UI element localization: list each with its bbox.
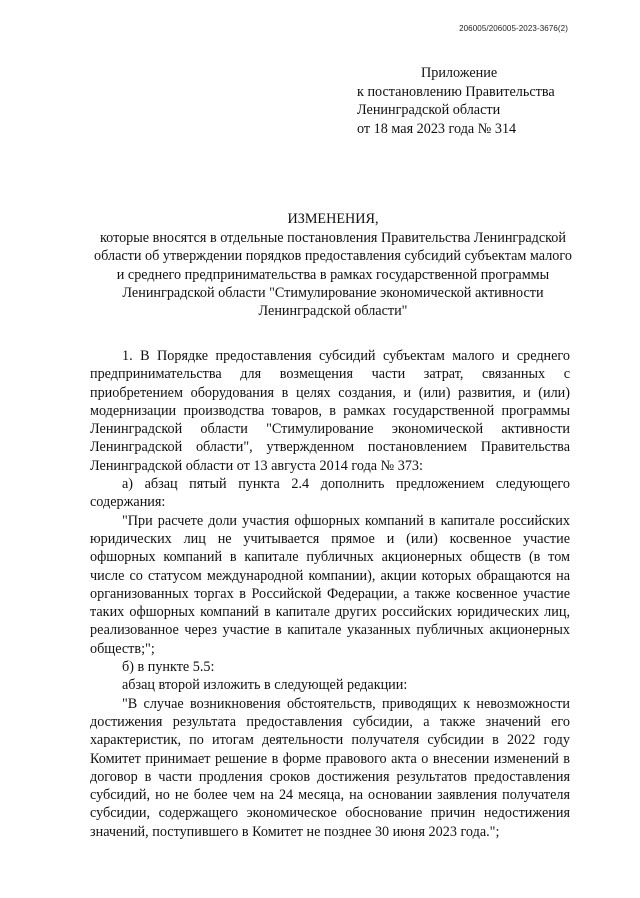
paragraph: "В случае возникновения обстоятельств, приводящих к невозможности достижения результата предоставления субсидии, а также значений его характеристик, по итогам деятельности получателя субсидии в 2022 году Комитет принимает решение в форме правового акта о внесении изменений в договор в части продления сроков достижения результатов предоставления субсидий, но не более чем на 24 месяца, на основании заявления получателя субсидии, содержащего экономическое обоснование причин недостижения значений, поступившего в Комитет не позднее 30 июня 2023 года."; [90, 695, 570, 840]
document-subtitle: которые вносятся в отдельные постановления Правительства Ленинградской области об утверждении порядков предоставления субсидий субъектам малого и среднего предпринимательства в рамках государственной программы Ленинградской области "Стимулирование экономической активности Ленинградской области" [94, 230, 572, 320]
appendix-line: от 18 мая 2023 года № 314 [357, 120, 517, 137]
paragraph: "При расчете доли участия офшорных компаний в капитале российских юридических лиц не учитывается прямое и (или) косвенное участие офшорных компаний в капитале публичных акционерных обществ (в том числе со статусом международной компании), акции которых обращаются на организованных торгах в Российской Федерации, а также косвенное участие таких офшорных компаний в капитале других российских юридических лиц, реализованное через участие в капитале указанных публичных акционерных обществ;"; [90, 512, 570, 657]
paragraph: абзац второй изложить в следующей редакции: [122, 677, 408, 694]
document-heading [90, 210, 576, 320]
document-body [90, 347, 570, 841]
appendix-line: Приложение [421, 65, 498, 81]
paragraph: 1. В Порядке предоставления субсидий субъектам малого и среднего предпринимательства для возмещения части затрат, связанных с приобретением оборудования в целях создания, и (или) развития, и (или) модернизации производства товаров, в рамках государственной программы Ленинградской области "Стимулирование экономической активности Ленинградской области", утвержденном постановлением Правительства Ленинградской области от 13 августа 2014 года № 373: [90, 348, 570, 474]
paragraph: а) абзац пятый пункта 2.4 дополнить предложением следующего содержания: [90, 476, 570, 511]
appendix-block [357, 64, 555, 138]
appendix-line: Ленинградской области [357, 102, 501, 119]
appendix-line: к постановлению Правительства [357, 83, 555, 100]
registration-number: 206005/206005-2023-3676(2) [459, 24, 568, 33]
document-title: ИЗМЕНЕНИЯ, [287, 211, 379, 227]
paragraph: б) в пункте 5.5: [122, 659, 215, 676]
